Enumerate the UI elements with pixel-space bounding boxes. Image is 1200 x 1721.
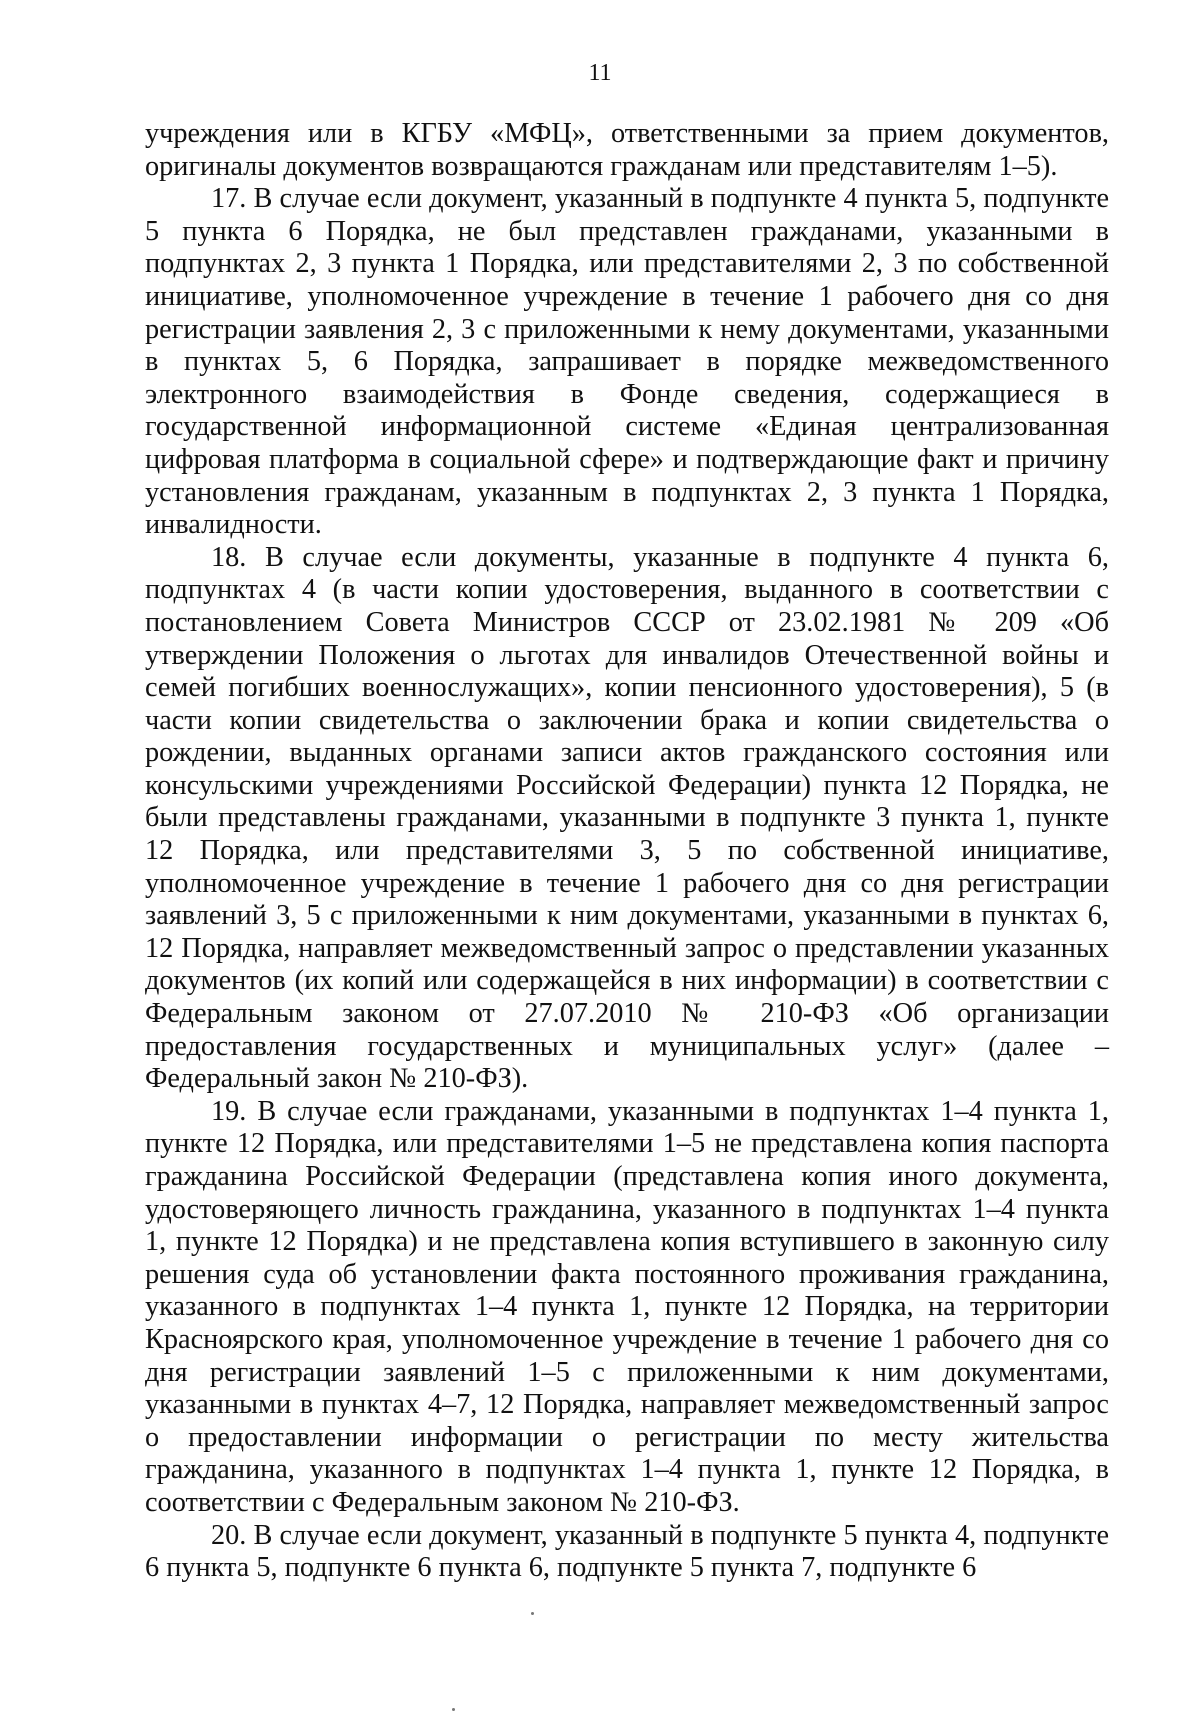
paragraph-continuation: учреждения или в КГБУ «МФЦ», ответственными за прием документов, оригиналы документов возвращаются гражданам или представителям 1–5). bbox=[145, 118, 1109, 182]
paragraph-17: 17. В случае если документ, указанный в подпункте 4 пункта 5, подпункте 5 пункта 6 Порядка, не был представлен гражданами, указанными в подпунктах 2, 3 пункта 1 Порядка, или представителями 2, 3 по собственной инициативе, уполномоченное учреждение в течение 1 рабочего дня со дня регистрации заявления 2, 3 с приложенными к нему документами, указанными в пунктах 5, 6 Порядка, запрашивает в порядке межведомственного электронного взаимодействия в Фонде сведения, содержащиеся в государственной информационной системе «Единая централизованная цифровая платформа в социальной сфере» и подтверждающие факт и причину установления гражданам, указанным в подпунктах 2, 3 пункта 1 Порядка, инвалидности. bbox=[145, 183, 1109, 541]
page-number: 11 bbox=[588, 60, 612, 86]
paragraph-19: 19. В случае если гражданами, указанными в подпунктах 1–4 пункта 1, пункте 12 Порядка, или представителями 1–5 не представлена копия паспорта гражданина Российской Федерации (представлена копия иного документа, удостоверяющего личность гражданина, указанного в подпунктах 1–4 пункта 1, пункте 12 Порядка) и не представлена копия вступившего в законную силу решения суда об установлении факта постоянного проживания гражданина, указанного в подпунктах 1–4 пункта 1, пункте 12 Порядка, на территории Красноярского края, уполномоченное учреждение в течение 1 рабочего дня со дня регистрации заявлений 1–5 с приложенными к ним документами, указанными в пунктах 4–7, 12 Порядка, направляет межведомственный запрос о предоставлении информации о регистрации по месту жительства гражданина, указанного в подпунктах 1–4 пункта 1, пункте 12 Порядка, в соответствии с Федеральным законом № 210-ФЗ. bbox=[145, 1095, 1109, 1518]
paragraph-18: 18. В случае если документы, указанные в подпункте 4 пункта 6, подпунктах 4 (в части копии удостоверения, выданного в соответствии с постановлением Совета Министров СССР от 23.02.1981 № 209 «Об утверждении Положения о льготах для инвалидов Отечественной войны и семей погибших военнослужащих», копии пенсионного удостоверения), 5 (в части копии свидетельства о заключении брака и копии свидетельства о рождении, выданных органами записи актов гражданского состояния или консульскими учреждениями Российской Федерации) пункта 12 Порядка, не были представлены гражданами, указанными в подпункте 3 пункта 1, пункте 12 Порядка, или представителями 3, 5 по собственной инициативе, уполномоченное учреждение в течение 1 рабочего дня со дня регистрации заявлений 3, 5 с приложенными к ним документами, указанными в пунктах 6, 12 Порядка, направляет межведомственный запрос о представлении указанных документов (их копий или содержащейся в них информации) в соответствии с Федеральным законом от 27.07.2010 № 210-ФЗ «Об организации предоставления государственных и муниципальных услуг» (далее – Федеральный закон № 210-ФЗ). bbox=[145, 541, 1109, 1095]
scan-speck bbox=[531, 1612, 534, 1615]
document-body bbox=[145, 118, 1109, 1585]
scan-speck bbox=[452, 1708, 455, 1711]
paragraph-20: 20. В случае если документ, указанный в подпункте 5 пункта 4, подпункте 6 пункта 5, подпункте 6 пункта 6, подпункте 5 пункта 7, подпункте 6 bbox=[145, 1519, 1109, 1584]
